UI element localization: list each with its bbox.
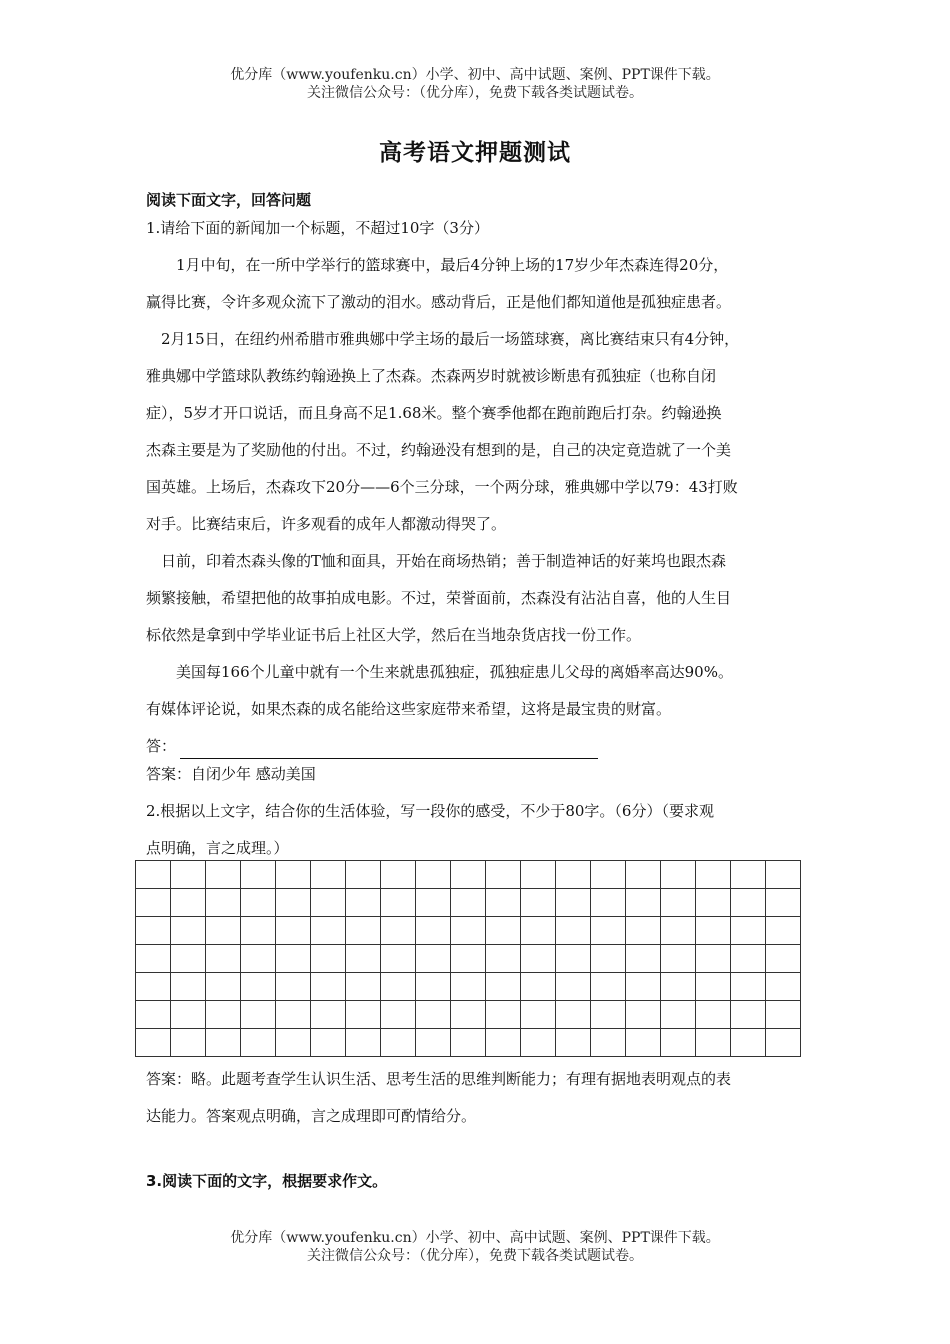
grid-cell[interactable] bbox=[171, 1029, 206, 1057]
grid-cell[interactable] bbox=[136, 945, 171, 973]
grid-cell[interactable] bbox=[346, 973, 381, 1001]
grid-cell[interactable] bbox=[241, 945, 276, 973]
grid-cell[interactable] bbox=[731, 889, 766, 917]
grid-cell[interactable] bbox=[486, 973, 521, 1001]
grid-cell[interactable] bbox=[136, 889, 171, 917]
grid-cell[interactable] bbox=[556, 861, 591, 889]
grid-cell[interactable] bbox=[766, 1001, 801, 1029]
grid-cell[interactable] bbox=[661, 1001, 696, 1029]
grid-row bbox=[136, 945, 801, 973]
grid-cell[interactable] bbox=[591, 1001, 626, 1029]
q1-para2-line: 国英雄。上场后，杰森攻下20分——6个三分球，一个两分球，雅典娜中学以79：43打败 bbox=[146, 478, 738, 496]
grid-cell[interactable] bbox=[416, 1029, 451, 1057]
grid-cell[interactable] bbox=[696, 945, 731, 973]
grid-cell[interactable] bbox=[451, 861, 486, 889]
q1-para1-line: 赢得比赛，令许多观众流下了激动的泪水。感动背后，正是他们都知道他是孤独症患者。 bbox=[146, 293, 732, 311]
grid-cell[interactable] bbox=[171, 861, 206, 889]
page-footer bbox=[0, 1229, 950, 1265]
grid-cell[interactable] bbox=[486, 917, 521, 945]
grid-cell[interactable] bbox=[661, 945, 696, 973]
grid-cell[interactable] bbox=[276, 1029, 311, 1057]
answer-blank-line[interactable] bbox=[180, 742, 598, 759]
grid-cell[interactable] bbox=[521, 861, 556, 889]
grid-cell[interactable] bbox=[731, 917, 766, 945]
grid-cell[interactable] bbox=[661, 889, 696, 917]
writing-grid[interactable] bbox=[135, 860, 801, 1057]
grid-cell[interactable] bbox=[521, 945, 556, 973]
grid-cell[interactable] bbox=[276, 889, 311, 917]
grid-cell[interactable] bbox=[556, 917, 591, 945]
grid-row bbox=[136, 1029, 801, 1057]
grid-cell[interactable] bbox=[416, 945, 451, 973]
grid-cell[interactable] bbox=[591, 945, 626, 973]
grid-cell[interactable] bbox=[766, 1029, 801, 1057]
grid-cell[interactable] bbox=[521, 973, 556, 1001]
grid-cell[interactable] bbox=[626, 973, 661, 1001]
grid-cell[interactable] bbox=[451, 945, 486, 973]
grid-cell[interactable] bbox=[346, 889, 381, 917]
footer-line-2: 关注微信公众号：（优分库），免费下载各类试题试卷。 bbox=[307, 1248, 643, 1264]
q2-prompt-line: 2.根据以上文字，结合你的生活体验，写一段你的感受，不少于80字。（6分）（要求观 bbox=[146, 802, 714, 820]
grid-cell[interactable] bbox=[136, 1029, 171, 1057]
grid-cell[interactable] bbox=[416, 889, 451, 917]
header-line-1: 优分库（www.youfenku.cn）小学、初中、高中试题、案例、PPT课件下载。 bbox=[230, 67, 720, 83]
grid-cell[interactable] bbox=[591, 1029, 626, 1057]
grid-cell[interactable] bbox=[206, 945, 241, 973]
grid-row bbox=[136, 1001, 801, 1029]
grid-cell[interactable] bbox=[556, 1029, 591, 1057]
grid-cell[interactable] bbox=[731, 1001, 766, 1029]
grid-cell[interactable] bbox=[591, 889, 626, 917]
grid-cell[interactable] bbox=[731, 945, 766, 973]
grid-cell[interactable] bbox=[241, 861, 276, 889]
grid-cell[interactable] bbox=[381, 917, 416, 945]
grid-cell[interactable] bbox=[346, 1001, 381, 1029]
grid-cell[interactable] bbox=[171, 889, 206, 917]
grid-cell[interactable] bbox=[276, 1001, 311, 1029]
footer-line-1: 优分库（www.youfenku.cn）小学、初中、高中试题、案例、PPT课件下载。 bbox=[230, 1230, 720, 1246]
grid-cell[interactable] bbox=[766, 945, 801, 973]
grid-cell[interactable] bbox=[591, 917, 626, 945]
grid-cell[interactable] bbox=[241, 1001, 276, 1029]
grid-cell[interactable] bbox=[626, 917, 661, 945]
q2-answer-line: 达能力。答案观点明确，言之成理即可酌情给分。 bbox=[146, 1107, 477, 1125]
grid-row bbox=[136, 973, 801, 1001]
grid-cell[interactable] bbox=[171, 1001, 206, 1029]
grid-cell[interactable] bbox=[136, 917, 171, 945]
grid-cell[interactable] bbox=[206, 861, 241, 889]
grid-cell[interactable] bbox=[136, 973, 171, 1001]
grid-cell[interactable] bbox=[206, 917, 241, 945]
grid-cell[interactable] bbox=[731, 861, 766, 889]
grid-cell[interactable] bbox=[521, 889, 556, 917]
grid-row bbox=[136, 917, 801, 945]
grid-cell[interactable] bbox=[451, 973, 486, 1001]
document-body bbox=[146, 187, 822, 872]
grid-cell[interactable] bbox=[136, 861, 171, 889]
section-heading: 阅读下面文字，回答问题 bbox=[146, 191, 312, 209]
q1-para3-line: 频繁接触，希望把他的故事拍成电影。不过，荣誉面前，杰森没有沾沾自喜，他的人生目 bbox=[146, 589, 732, 607]
grid-cell[interactable] bbox=[556, 1001, 591, 1029]
grid-cell[interactable] bbox=[276, 973, 311, 1001]
grid-cell[interactable] bbox=[696, 973, 731, 1001]
grid-cell[interactable] bbox=[451, 917, 486, 945]
grid-cell[interactable] bbox=[416, 973, 451, 1001]
grid-cell[interactable] bbox=[346, 1029, 381, 1057]
grid-cell[interactable] bbox=[241, 1029, 276, 1057]
grid-cell[interactable] bbox=[696, 861, 731, 889]
grid-cell[interactable] bbox=[241, 917, 276, 945]
grid-cell[interactable] bbox=[556, 889, 591, 917]
q3-prompt: 3.阅读下面的文字，根据要求作文。 bbox=[146, 1172, 388, 1190]
grid-cell[interactable] bbox=[556, 945, 591, 973]
grid-cell[interactable] bbox=[346, 917, 381, 945]
grid-cell[interactable] bbox=[311, 889, 346, 917]
grid-cell[interactable] bbox=[451, 1029, 486, 1057]
grid-cell[interactable] bbox=[626, 889, 661, 917]
grid-cell[interactable] bbox=[206, 889, 241, 917]
grid-cell[interactable] bbox=[766, 889, 801, 917]
grid-cell[interactable] bbox=[311, 973, 346, 1001]
grid-cell[interactable] bbox=[661, 973, 696, 1001]
q2-answer-block bbox=[146, 1066, 822, 1140]
grid-cell[interactable] bbox=[206, 973, 241, 1001]
grid-cell[interactable] bbox=[346, 945, 381, 973]
grid-cell[interactable] bbox=[486, 861, 521, 889]
q1-para3-line: 标依然是拿到中学毕业证书后上社区大学，然后在当地杂货店找一份工作。 bbox=[146, 626, 642, 644]
grid-cell[interactable] bbox=[381, 1001, 416, 1029]
q1-para3-line: 日前，印着杰森头像的T恤和面具，开始在商场热销；善于制造神话的好莱坞也跟杰森 bbox=[161, 552, 727, 570]
grid-cell[interactable] bbox=[451, 1001, 486, 1029]
grid-cell[interactable] bbox=[591, 861, 626, 889]
q1-para2-line: 症），5岁才开口说话，而且身高不足1.68米。整个赛季他都在跑前跑后打杂。约翰逊换 bbox=[146, 404, 722, 422]
grid-cell[interactable] bbox=[766, 973, 801, 1001]
q1-prompt: 1.请给下面的新闻加一个标题，不超过10字（3分） bbox=[146, 219, 489, 237]
grid-cell[interactable] bbox=[696, 1001, 731, 1029]
grid-cell[interactable] bbox=[416, 1001, 451, 1029]
grid-cell[interactable] bbox=[381, 889, 416, 917]
grid-cell[interactable] bbox=[171, 945, 206, 973]
grid-cell[interactable] bbox=[766, 917, 801, 945]
grid-cell[interactable] bbox=[591, 973, 626, 1001]
grid-row bbox=[136, 861, 801, 889]
grid-cell[interactable] bbox=[311, 861, 346, 889]
grid-cell[interactable] bbox=[206, 1001, 241, 1029]
q1-para4-line: 有媒体评论说，如果杰森的成名能给这些家庭带来希望，这将是最宝贵的财富。 bbox=[146, 700, 672, 718]
grid-cell[interactable] bbox=[486, 1001, 521, 1029]
grid-cell[interactable] bbox=[731, 973, 766, 1001]
grid-cell[interactable] bbox=[696, 1029, 731, 1057]
grid-cell[interactable] bbox=[626, 945, 661, 973]
grid-cell[interactable] bbox=[136, 1001, 171, 1029]
q1-para2-line: 对手。比赛结束后，许多观看的成年人都激动得哭了。 bbox=[146, 515, 507, 533]
q1-para2-line: 2月15日，在纽约州希腊市雅典娜中学主场的最后一场篮球赛，离比赛结束只有4分钟， bbox=[161, 330, 740, 348]
grid-cell[interactable] bbox=[451, 889, 486, 917]
grid-cell[interactable] bbox=[381, 945, 416, 973]
q1-para1-line: 1月中旬，在一所中学举行的篮球赛中，最后4分钟上场的17岁少年杰森连得20分， bbox=[176, 256, 729, 274]
grid-cell[interactable] bbox=[206, 1029, 241, 1057]
grid-cell[interactable] bbox=[416, 917, 451, 945]
grid-cell[interactable] bbox=[381, 1029, 416, 1057]
grid-cell[interactable] bbox=[486, 1029, 521, 1057]
q2-prompt-line: 点明确，言之成理。） bbox=[146, 839, 289, 857]
grid-cell[interactable] bbox=[311, 1001, 346, 1029]
page-header bbox=[0, 66, 950, 102]
q1-answer-row bbox=[146, 733, 822, 761]
grid-cell[interactable] bbox=[171, 917, 206, 945]
grid-cell[interactable] bbox=[626, 1029, 661, 1057]
grid-cell[interactable] bbox=[311, 917, 346, 945]
grid-cell[interactable] bbox=[486, 945, 521, 973]
grid-row bbox=[136, 889, 801, 917]
grid-cell[interactable] bbox=[311, 1029, 346, 1057]
page-title: 高考语文押题测试 bbox=[379, 139, 571, 166]
grid-cell[interactable] bbox=[276, 861, 311, 889]
grid-cell[interactable] bbox=[661, 1029, 696, 1057]
grid-cell[interactable] bbox=[276, 945, 311, 973]
grid-cell[interactable] bbox=[661, 917, 696, 945]
grid-cell[interactable] bbox=[521, 917, 556, 945]
answer-label: 答： bbox=[146, 737, 177, 755]
q2-answer-line: 答案：略。此题考查学生认识生活、思考生活的思维判断能力；有理有据地表明观点的表 bbox=[146, 1070, 732, 1088]
grid-cell[interactable] bbox=[241, 973, 276, 1001]
grid-cell[interactable] bbox=[416, 861, 451, 889]
grid-cell[interactable] bbox=[731, 1029, 766, 1057]
grid-cell[interactable] bbox=[626, 861, 661, 889]
grid-cell[interactable] bbox=[311, 945, 346, 973]
q1-para2-line: 杰森主要是为了奖励他的付出。不过，约翰逊没有想到的是，自己的决定竟造就了一个美 bbox=[146, 441, 732, 459]
q1-para2-line: 雅典娜中学篮球队教练约翰逊换上了杰森。杰森两岁时就被诊断患有孤独症（也称自闭 bbox=[146, 367, 717, 385]
grid-cell[interactable] bbox=[381, 973, 416, 1001]
grid-cell[interactable] bbox=[696, 889, 731, 917]
grid-cell[interactable] bbox=[766, 861, 801, 889]
grid-cell[interactable] bbox=[241, 889, 276, 917]
header-line-2: 关注微信公众号：（优分库），免费下载各类试题试卷。 bbox=[307, 85, 643, 101]
grid-cell[interactable] bbox=[626, 1001, 661, 1029]
grid-cell[interactable] bbox=[556, 973, 591, 1001]
grid-cell[interactable] bbox=[171, 973, 206, 1001]
grid-cell[interactable] bbox=[346, 861, 381, 889]
q1-answer: 答案：自闭少年 感动美国 bbox=[146, 765, 316, 783]
grid-cell[interactable] bbox=[381, 861, 416, 889]
grid-cell[interactable] bbox=[521, 1029, 556, 1057]
grid-cell[interactable] bbox=[661, 861, 696, 889]
grid-cell[interactable] bbox=[696, 917, 731, 945]
grid-cell[interactable] bbox=[486, 889, 521, 917]
q1-para4-line: 美国每166个儿童中就有一个生来就患孤独症，孤独症患儿父母的离婚率高达90%。 bbox=[176, 663, 733, 681]
grid-cell[interactable] bbox=[521, 1001, 556, 1029]
grid-cell[interactable] bbox=[276, 917, 311, 945]
